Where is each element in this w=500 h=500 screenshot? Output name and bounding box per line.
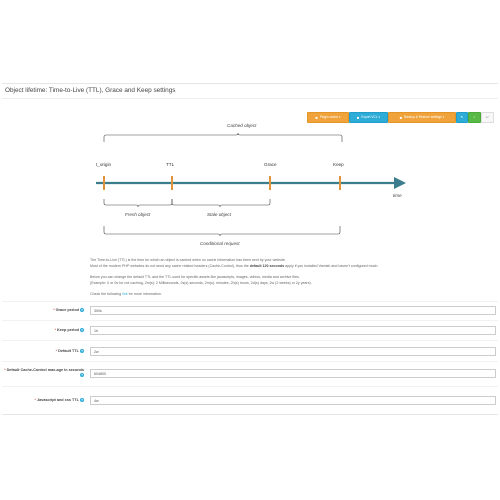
info-line-2: Most of the modern PHP websites do not send any cache related headers (Cache-Control), thus the default 120 seconds apply if you installed Varnish and haven't configured much. xyxy=(90,264,379,268)
t-origin-tick xyxy=(103,176,105,190)
conditional-request-label: Conditional request xyxy=(200,241,240,246)
help-icon: ? xyxy=(81,328,83,332)
backup-icon: ■ xyxy=(399,115,403,120)
cached-object-brace xyxy=(104,133,342,142)
export-icon: ■ xyxy=(356,115,360,120)
undo-icon: ↩ xyxy=(486,115,489,119)
keep-period-label: *Keep period ? xyxy=(54,328,83,332)
info-line-5: Check the following link for more information. xyxy=(90,292,162,296)
export-vcl-button[interactable]: ■ Export VCL ▾ xyxy=(349,112,388,123)
stale-object-label: Stale object xyxy=(207,212,232,217)
info-line-4: (Example: 0 or 0s for not caching, 2m(s): 2 Milliseconds, 2s(s) seconds, 2m(s): minutes, 2h(s) hours, 2d(s) days, 2w (2 weeks) or 2y years). xyxy=(90,281,312,285)
plugin-icon: ■ xyxy=(315,115,318,120)
keep-tick xyxy=(339,176,341,190)
ttl-label: TTL xyxy=(166,162,175,167)
fresh-object-label: Fresh object xyxy=(125,212,151,217)
grace-period-label: *Grace period ? xyxy=(53,308,83,312)
help-icon: ? xyxy=(81,308,83,312)
info-link[interactable]: link xyxy=(122,292,128,296)
time-label: time xyxy=(393,193,402,198)
grace-label: Grace xyxy=(264,162,277,167)
row-divider xyxy=(2,301,498,302)
help-icon: ? xyxy=(81,349,83,353)
default-ttl-input[interactable] xyxy=(90,347,496,356)
row-divider xyxy=(2,386,498,387)
default-cache-control-input[interactable] xyxy=(90,369,496,378)
info-line-1: The Time-to-Live (TTL) is the time for which an object is cached when no cache information has been sent by your website. xyxy=(90,258,286,262)
help-icon: ? xyxy=(81,373,83,377)
keep-label: Keep xyxy=(333,162,344,167)
javascript-css-ttl-label: *Javascript and css TTL ? xyxy=(34,398,83,402)
stale-object-brace xyxy=(172,199,270,207)
grace-tick xyxy=(269,176,271,190)
javascript-css-ttl-input[interactable] xyxy=(90,396,496,405)
default-cache-control-label: *Default Cache-Control max-age in seconds? xyxy=(4,368,84,377)
plugin-cache-button[interactable]: ■ Plugin cache ▾ xyxy=(307,112,349,123)
grace-period-input[interactable] xyxy=(90,306,496,315)
row-divider xyxy=(2,361,498,362)
fresh-object-brace xyxy=(104,199,172,207)
row-divider xyxy=(2,320,498,321)
backup-restore-button[interactable]: ■ Backup & Restore settings ▾ xyxy=(388,112,456,123)
cached-object-label: Cached object xyxy=(227,123,257,128)
time-axis-arrow xyxy=(394,177,406,189)
refresh-icon: ↻ xyxy=(460,115,464,119)
info-line-3: Below you can change the default TTL and the TTL used for specific assets like javascripts, images, videos, media and archive files. xyxy=(90,275,300,279)
keep-period-input[interactable] xyxy=(90,326,496,335)
row-divider xyxy=(2,340,498,341)
check-icon: ✓ xyxy=(473,115,476,119)
panel-title: Object lifetime: Time-to-Live (TTL), Grace and Keep settings xyxy=(5,87,176,94)
help-icon: ? xyxy=(81,398,83,402)
conditional-request-brace xyxy=(104,226,340,236)
t-origin-label: t_origin xyxy=(96,162,112,167)
ttl-tick xyxy=(171,176,173,190)
default-ttl-label: *Default TTL ? xyxy=(55,349,83,353)
